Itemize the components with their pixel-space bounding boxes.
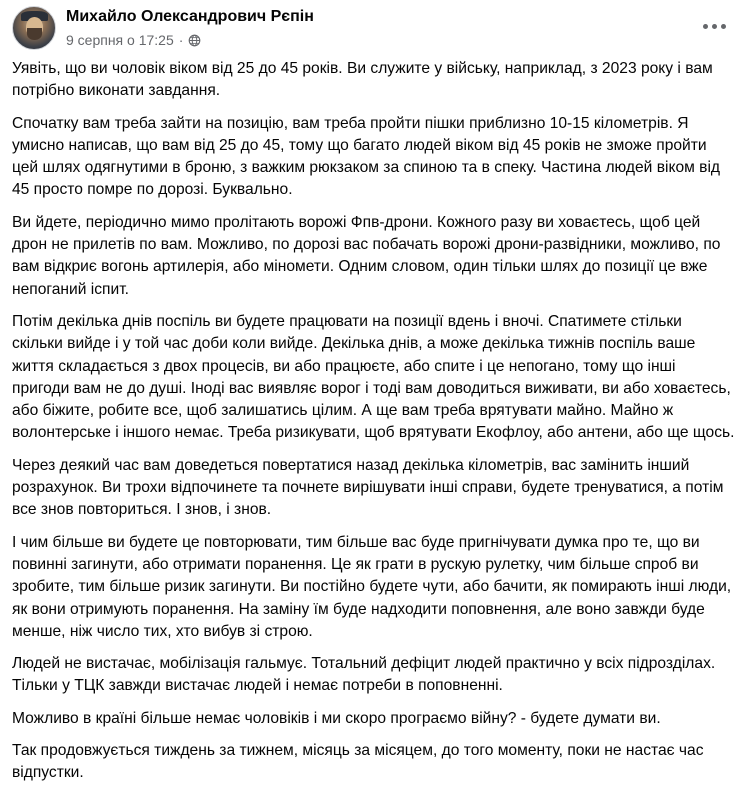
post-meta <box>66 32 201 48</box>
post-header <box>12 6 732 56</box>
more-horizontal-icon <box>703 24 726 29</box>
more-options-button[interactable] <box>696 8 732 44</box>
post-paragraph-5: Через деякий час вам доведеться повертатися назад декілька кілометрів, вас замінить інший розрахунок. Ви трохи відпочинете та почнете вирішувати інші справи, будете тренуватися, а потім все знов повториться. І знов, і знов. <box>12 456 724 519</box>
post-paragraph-7: Людей не вистачає, мобілізація гальмує. Тотальний дефіцит людей практично у всіх підрозділах. Тільки у ТЦК завжди вистачає людей і немає потреби в поповненні. <box>12 655 716 695</box>
post-paragraph-1: Уявіть, що ви чоловік віком від 25 до 45 років. Ви служите у війську, наприклад, з 2023 року і вам потрібно виконати завдання. <box>12 60 713 100</box>
avatar-beard <box>27 28 42 40</box>
avatar[interactable] <box>12 6 56 50</box>
post-paragraph-8: Можливо в країні більше немає чоловіків і ми скоро програємо війну? - будете думати ви. <box>12 709 661 727</box>
post-date[interactable]: 9 серпня о 17:25 <box>66 32 174 48</box>
meta-separator: · <box>178 32 184 48</box>
post-paragraph-6: І чим більше ви будете це повторювати, тим більше вас буде пригнічувати думка про те, що ви повинні загинути, або отримати поранення. Це як грати в рускую рулетку, чим більше спроб ви зробите, тим більше ризик загинути. Ви постійно будете чути, або бачити, як помирають інші люди, як вони отримують поранення. На заміну їм буде надходити поповнення, але воно завжди буде менше, ніж число тих, хто вибув зі строю. <box>12 533 732 640</box>
post-paragraph-2: Спочатку вам треба зайти на позицію, вам треба пройти пішки приблизно 10-15 кілометрів. Я умисно написав, що вам від 25 до 45, тому що багато людей віком від 45 років не зможе пройти цей шлях одягнутими в броню, з важким рюкзаком за спиною та в спеку. Частина людей віком від 45 просто помре по дорозі. Буквально. <box>12 114 721 199</box>
post-paragraph-4: Потім декілька днів поспіль ви будете працювати на позиції вдень і вночі. Спатимете стільки скільки вийде і у той час доби коли вийде. Декілька днів, а може декілька тижнів поспіль ваше життя складається з двох процесів, ви або працюєте, або спите і це непогано, тому що інші пригоди вам не до душі. Іноді вас виявляє ворог і тоді вам доводиться виживати, ви або ховаєтесь, або біжите, робите все, щоб залишатись цілим. А ще вам треба врятувати майно. Майно ж волонтерське і іншого немає. Треба ризикувати, щоб врятувати Екофлоу, або антени, або ще щось. <box>12 312 735 442</box>
post-body <box>12 58 737 795</box>
author-name[interactable]: Михайло Олександрович Рєпін <box>66 8 314 25</box>
post-paragraph-9: Так продовжується тиждень за тижнем, місяць за місяцем, до того моменту, поки не настає час відпустки. <box>12 742 704 782</box>
post-paragraph-3: Ви йдете, періодично мимо пролітають ворожі Фпв-дрони. Кожного разу ви ховаєтесь, щоб цей дрон не прилетів по вам. Можливо, по дорозі вас побачать ворожі дрони-развідники, можливо, по вам відкриє вогонь артилерія, або міномети. Одним словом, один тільки шлях до позиції це вже непоганий іспит. <box>12 213 721 298</box>
globe-icon[interactable] <box>188 34 201 47</box>
